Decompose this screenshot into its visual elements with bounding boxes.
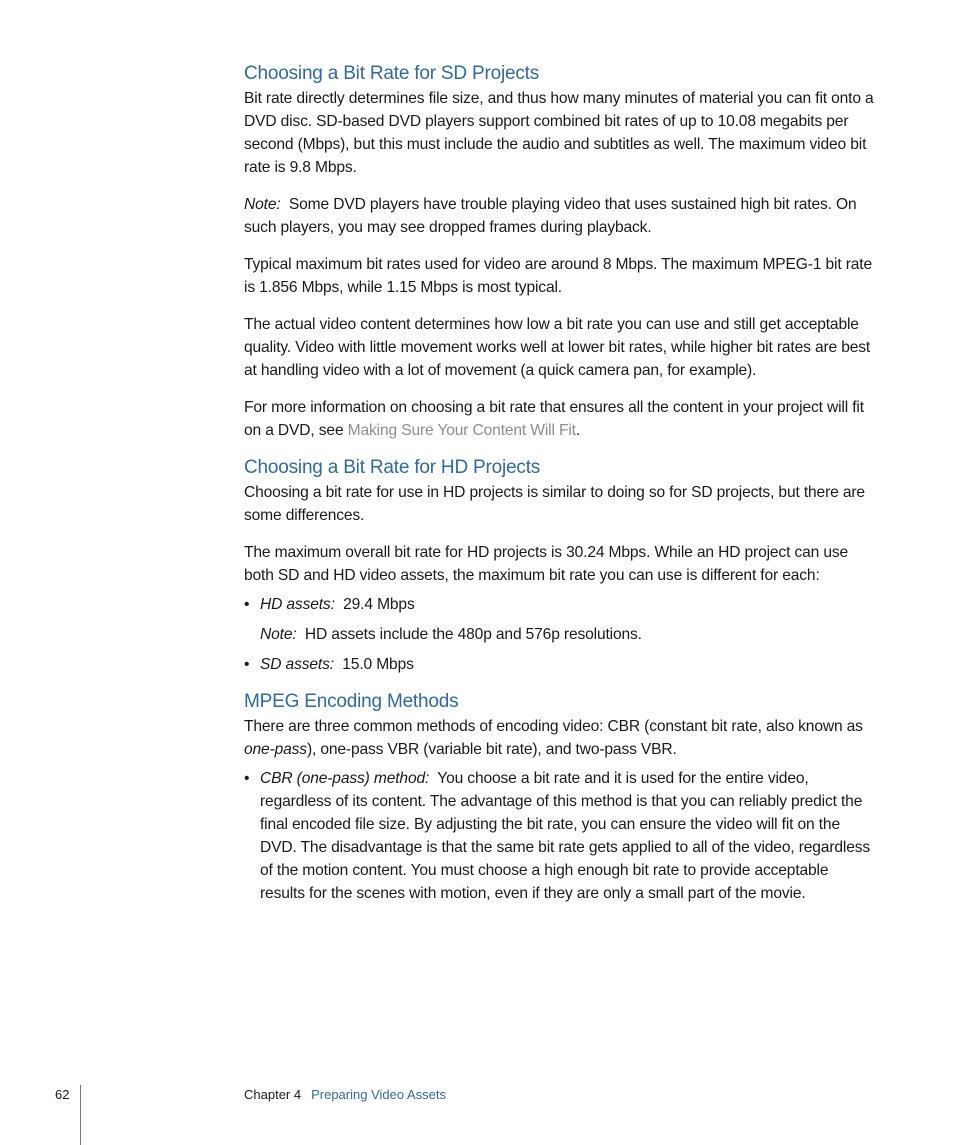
chapter-title[interactable]: Preparing Video Assets bbox=[311, 1087, 446, 1102]
bullet-list bbox=[244, 767, 876, 905]
paragraph: The maximum overall bit rate for HD projects is 30.24 Mbps. While an HD project can use both SD and HD video assets, the maximum bit rate you can use is different for each: bbox=[244, 544, 849, 584]
paragraph: The actual video content determines how low a bit rate you can use and still get acceptable quality. Video with little movement works well at lower bit rates, while higher bit rates are best at handling video with a lot of movement (a quick camera pan, for example). bbox=[244, 316, 871, 379]
note-text: HD assets include the 480p and 576p resolutions. bbox=[304, 626, 642, 643]
paragraph: Typical maximum bit rates used for video are around 8 Mbps. The maximum MPEG-1 bit rate is 1.856 Mbps, while 1.15 Mbps is most typical. bbox=[244, 256, 872, 296]
paragraph: Choosing a bit rate for use in HD projects is similar to doing so for SD projects, but there are some differences. bbox=[244, 484, 865, 524]
bullet-icon: • bbox=[244, 656, 250, 673]
bullet-icon: • bbox=[244, 596, 250, 613]
chapter-footer bbox=[244, 1087, 446, 1102]
paragraph-text-end: . bbox=[575, 422, 581, 439]
emphasis-text: one-pass bbox=[244, 741, 307, 758]
paragraph-text-end: ), one-pass VBR (variable bit rate), and two-pass VBR. bbox=[306, 741, 677, 758]
item-value: 29.4 Mbps bbox=[343, 596, 415, 613]
list-item bbox=[244, 593, 876, 616]
note-label: Note: bbox=[244, 196, 281, 213]
bullet-icon: • bbox=[244, 770, 250, 787]
list-item bbox=[244, 653, 876, 676]
paragraph: Bit rate directly determines file size, and thus how many minutes of material you can fit onto a DVD disc. SD-based DVD players support combined bit rates of up to 10.08 megabits per second (Mbps), but this must include the audio and subtitles as well. The maximum video bit rate is 9.8 Mbps. bbox=[244, 90, 874, 176]
footer-divider bbox=[80, 1085, 81, 1145]
cross-reference-link[interactable]: Making Sure Your Content Will Fit bbox=[347, 422, 576, 439]
item-value: 15.0 Mbps bbox=[342, 656, 414, 673]
list-item bbox=[244, 767, 876, 905]
paragraph-with-link bbox=[244, 396, 876, 442]
page-number: 62 bbox=[55, 1087, 70, 1102]
list-item-note bbox=[244, 623, 876, 646]
paragraph-text: For more information on choosing a bit rate that ensures all the content in your project will fit on a DVD, see bbox=[244, 399, 864, 439]
paragraph bbox=[244, 715, 876, 761]
note-paragraph bbox=[244, 193, 876, 239]
page-content bbox=[244, 62, 876, 919]
section-heading-hd: Choosing a Bit Rate for HD Projects bbox=[244, 457, 541, 478]
note-text: Some DVD players have trouble playing video that uses sustained high bit rates. On such players, you may see dropped frames during playback. bbox=[244, 196, 857, 236]
item-label: HD assets: bbox=[260, 596, 335, 613]
paragraph-text: There are three common methods of encoding video: CBR (constant bit rate, also known as bbox=[244, 718, 863, 735]
item-label: SD assets: bbox=[260, 656, 334, 673]
note-label: Note: bbox=[260, 626, 297, 643]
item-label: CBR (one-pass) method: bbox=[260, 770, 430, 787]
section-heading-sd: Choosing a Bit Rate for SD Projects bbox=[244, 63, 540, 84]
bullet-list bbox=[244, 593, 876, 676]
chapter-label: Chapter 4 bbox=[244, 1087, 302, 1102]
item-text: You choose a bit rate and it is used for the entire video, regardless of its content. The advantage of this method is that you can reliably predict the final encoded file size. By adjusting the bit rate, you can ensure the video will fit on the DVD. The disadvantage is that the same bit rate gets applied to all of the video, regardless of the motion content. You must choose a high enough bit rate to provide acceptable results for the scenes with motion, even if they are only a small part of the movie. bbox=[260, 770, 871, 902]
sub-note bbox=[260, 623, 876, 646]
section-heading-mpeg: MPEG Encoding Methods bbox=[244, 691, 459, 712]
